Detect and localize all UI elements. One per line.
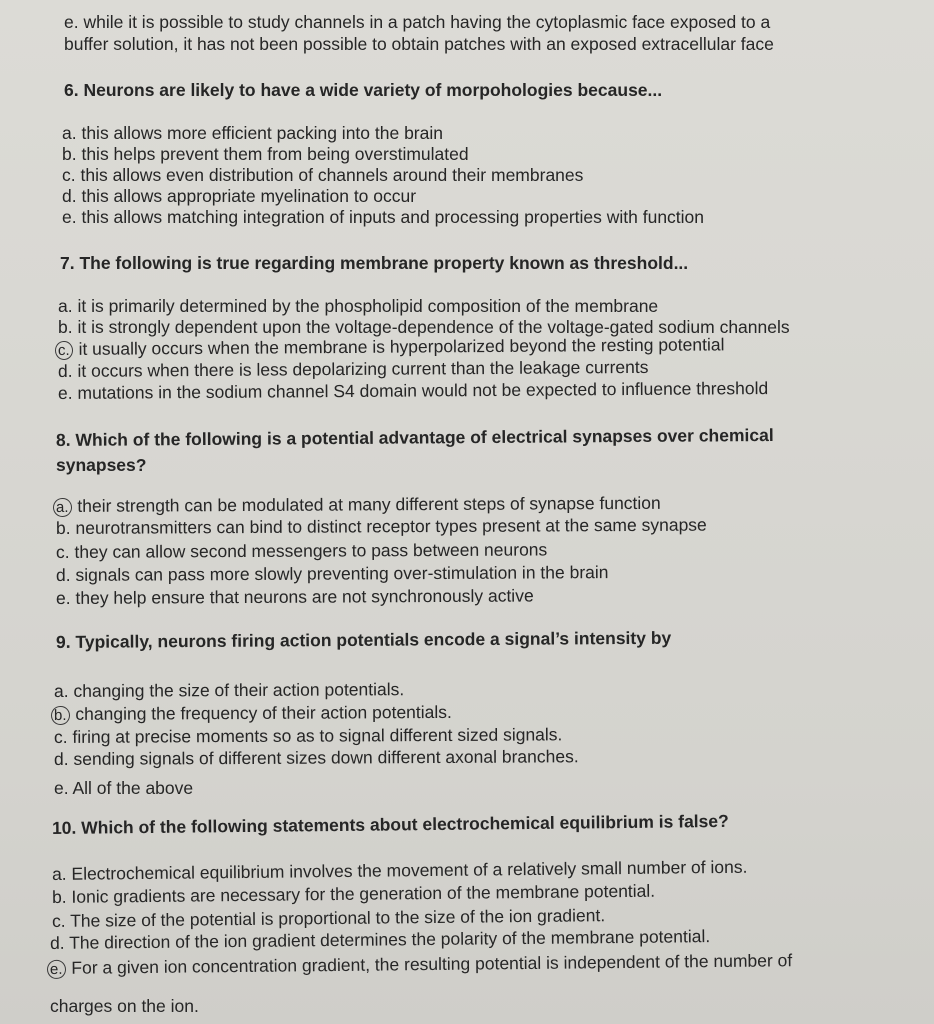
option-text: buffer solution, it has not been possible to obtain patches with an exposed extracellular face (64, 34, 774, 54)
option-text (50, 950, 792, 979)
question-text: 10. Which of the following statements about electrochemical equilibrium is false? (51, 810, 729, 838)
option-label: it usually occurs when the membrane is hyperpolarized beyond the resting potential (73, 334, 725, 359)
option-label: their strength can be modulated at many different steps of synapse function (72, 492, 661, 516)
option-text: e. mutations in the sodium channel S4 domain would not be expected to influence threshold (57, 378, 769, 403)
option-text: e. they help ensure that neurons are not synchronously active (55, 585, 534, 608)
option-text: d. The direction of the ion gradient determines the polarity of the membrane potential. (49, 926, 711, 953)
circled-answer-marker: b. (51, 706, 70, 725)
option-text: a. this allows more efficient packing into the brain (62, 123, 443, 143)
question-text: 8. Which of the following is a potential advantage of electrical synapses over chemical (55, 424, 774, 450)
option-text: c. they can allow second messengers to pass between neurons (55, 539, 548, 562)
option-text (54, 702, 452, 725)
option-label: For a given ion concentration gradient, the resulting potential is independent of the number of (66, 950, 793, 978)
option-text: d. this allows appropriate myelination to occur (62, 186, 417, 206)
circled-answer-marker: c. (55, 341, 73, 360)
question-text: 9. Typically, neurons firing action potentials encode a signal’s intensity by (55, 627, 672, 652)
option-text: b. Ionic gradients are necessary for the generation of the membrane potential. (51, 880, 656, 907)
option-text: a. it is primarily determined by the phospholipid composition of the membrane (58, 296, 659, 316)
question-text: synapses? (56, 455, 147, 475)
option-text: c. The size of the potential is proportional to the size of the ion gradient. (51, 905, 606, 931)
option-text: a. Electrochemical equilibrium involves the movement of a relatively small number of ions. (51, 856, 748, 884)
option-text: b. neurotransmitters can bind to distinct receptor types present at the same synapse (55, 514, 707, 538)
option-text: c. this allows even distribution of channels around their membranes (62, 165, 584, 185)
option-text: d. signals can pass more slowly preventing over-stimulation in the brain (55, 562, 609, 585)
circled-answer-marker: a. (53, 498, 72, 517)
option-text: charges on the ion. (50, 996, 199, 1016)
option-text: b. this helps prevent them from being overstimulated (62, 144, 469, 164)
option-text: a. changing the size of their action potentials. (53, 679, 405, 701)
question-text: 6. Neurons are likely to have a wide variety of morpohologies because... (64, 80, 663, 100)
option-text: b. it is strongly dependent upon the voltage-dependence of the voltage-gated sodium channels (58, 317, 790, 337)
option-text: d. sending signals of different sizes down different axonal branches. (53, 746, 579, 769)
option-text: c. firing at precise moments so as to signal different sized signals. (53, 724, 563, 747)
circled-answer-marker: e. (47, 960, 66, 979)
option-text: e. All of the above (54, 778, 194, 798)
option-text (56, 493, 661, 517)
option-text: d. it occurs when there is less depolarizing current than the leakage currents (57, 356, 649, 381)
option-text: e. while it is possible to study channels in a patch having the cytoplasmic face exposed to a (64, 12, 771, 32)
question-text: 7. The following is true regarding membrane property known as threshold... (60, 253, 689, 273)
option-text: e. this allows matching integration of inputs and processing properties with function (62, 207, 705, 227)
option-label: changing the frequency of their action potentials. (70, 701, 452, 724)
